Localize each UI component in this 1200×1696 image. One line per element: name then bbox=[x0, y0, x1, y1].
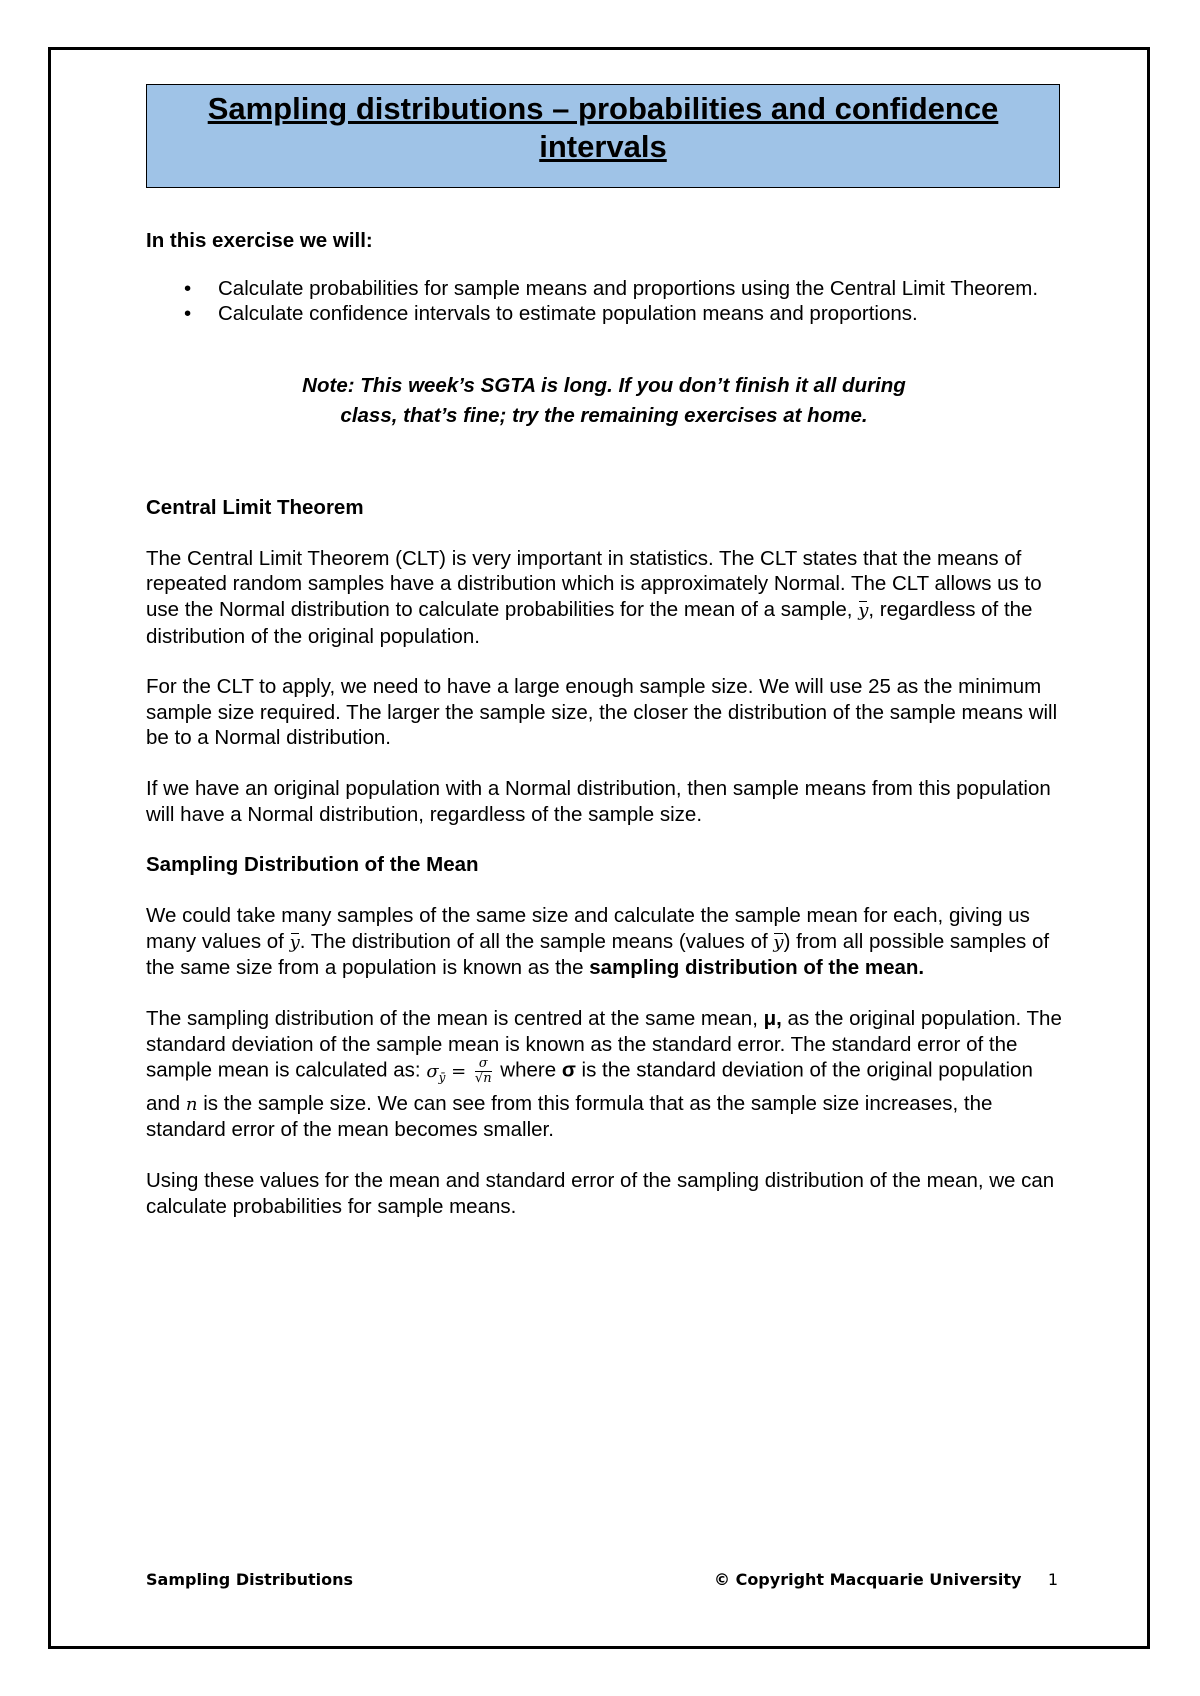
sdm-paragraph-2: The sampling distribution of the mean is centred at the same mean, μ, as the original population. The standard deviation of the sample mean is known as the standard error. The standard error of the sample mean is calculated as: $\sigma_ȳ$ = $\frac{\sigma}{√n}$ where σ is the standard deviation of the original population and n is the sample size. We can see from this formula that as the sample size increases, the standard error of the mean becomes smaller. bbox=[146, 1006, 1062, 1142]
standard-error-formula: $\sigma_ȳ$ = $\frac{\sigma}{√n}$ bbox=[426, 1056, 492, 1087]
note-line-1: Note: This week’s SGTA is long. If you don’t finish it all during bbox=[302, 373, 906, 397]
page-footer bbox=[146, 1570, 1062, 1594]
objective-item: • Calculate confidence intervals to estimate population means and proportions. bbox=[146, 301, 1062, 327]
mu-symbol: μ, bbox=[763, 1006, 782, 1030]
footer-copyright: © Copyright Macquarie University bbox=[714, 1570, 1022, 1589]
sdm-paragraph-1: We could take many samples of the same size and calculate the sample mean for each, giving us many values of y. The distribution of all the sample means (values of y) from all possible samples of the same size from a population is known as the sampling distribution of the mean. bbox=[146, 904, 1050, 980]
objective-item: • Calculate probabilities for sample means and proportions using the Central Limit Theorem. bbox=[146, 276, 1062, 302]
section-heading-sdm: Sampling Distribution of the Mean bbox=[146, 853, 479, 877]
note-block bbox=[146, 371, 1062, 431]
footer-doc-title: Sampling Distributions bbox=[146, 1570, 354, 1589]
title-box bbox=[146, 84, 1060, 188]
document-body bbox=[146, 228, 1062, 1244]
clt-paragraph-2: For the CLT to apply, we need to have a large enough sample size. We will use 25 as the minimum sample size required. The larger the sample size, the closer the distribution of the sample means will be to a Normal distribution. bbox=[146, 675, 1058, 750]
y-bar-symbol: y bbox=[290, 930, 300, 956]
clt-paragraph-3: If we have an original population with a Normal distribution, then sample means from this population will have a Normal distribution, regardless of the sample size. bbox=[146, 776, 1051, 826]
section-heading-clt: Central Limit Theorem bbox=[146, 495, 364, 519]
y-bar-symbol: y bbox=[858, 598, 868, 624]
sampling-distribution-term: sampling distribution of the mean. bbox=[589, 956, 925, 980]
clt-paragraph-1: The Central Limit Theorem (CLT) is very important in statistics. The CLT states that the means of repeated random samples have a distribution which is approximately Normal. The CLT allows us to use the Normal distribution to calculate probabilities for the mean of a sample, y, regardless of the distribution of the original population. bbox=[146, 546, 1042, 648]
intro-text: In this exercise we will: bbox=[146, 229, 373, 252]
page-title: Sampling distributions – probabilities and confidence intervals bbox=[207, 91, 999, 164]
sdm-paragraph-3: Using these values for the mean and standard error of the sampling distribution of the mean, we can calculate probabilities for sample means. bbox=[146, 1168, 1055, 1218]
objectives-list bbox=[146, 276, 1062, 327]
note-line-2: class, that’s fine; try the remaining exercises at home. bbox=[340, 403, 868, 427]
y-bar-symbol: y bbox=[773, 930, 783, 956]
page-number: 1 bbox=[1047, 1570, 1058, 1589]
